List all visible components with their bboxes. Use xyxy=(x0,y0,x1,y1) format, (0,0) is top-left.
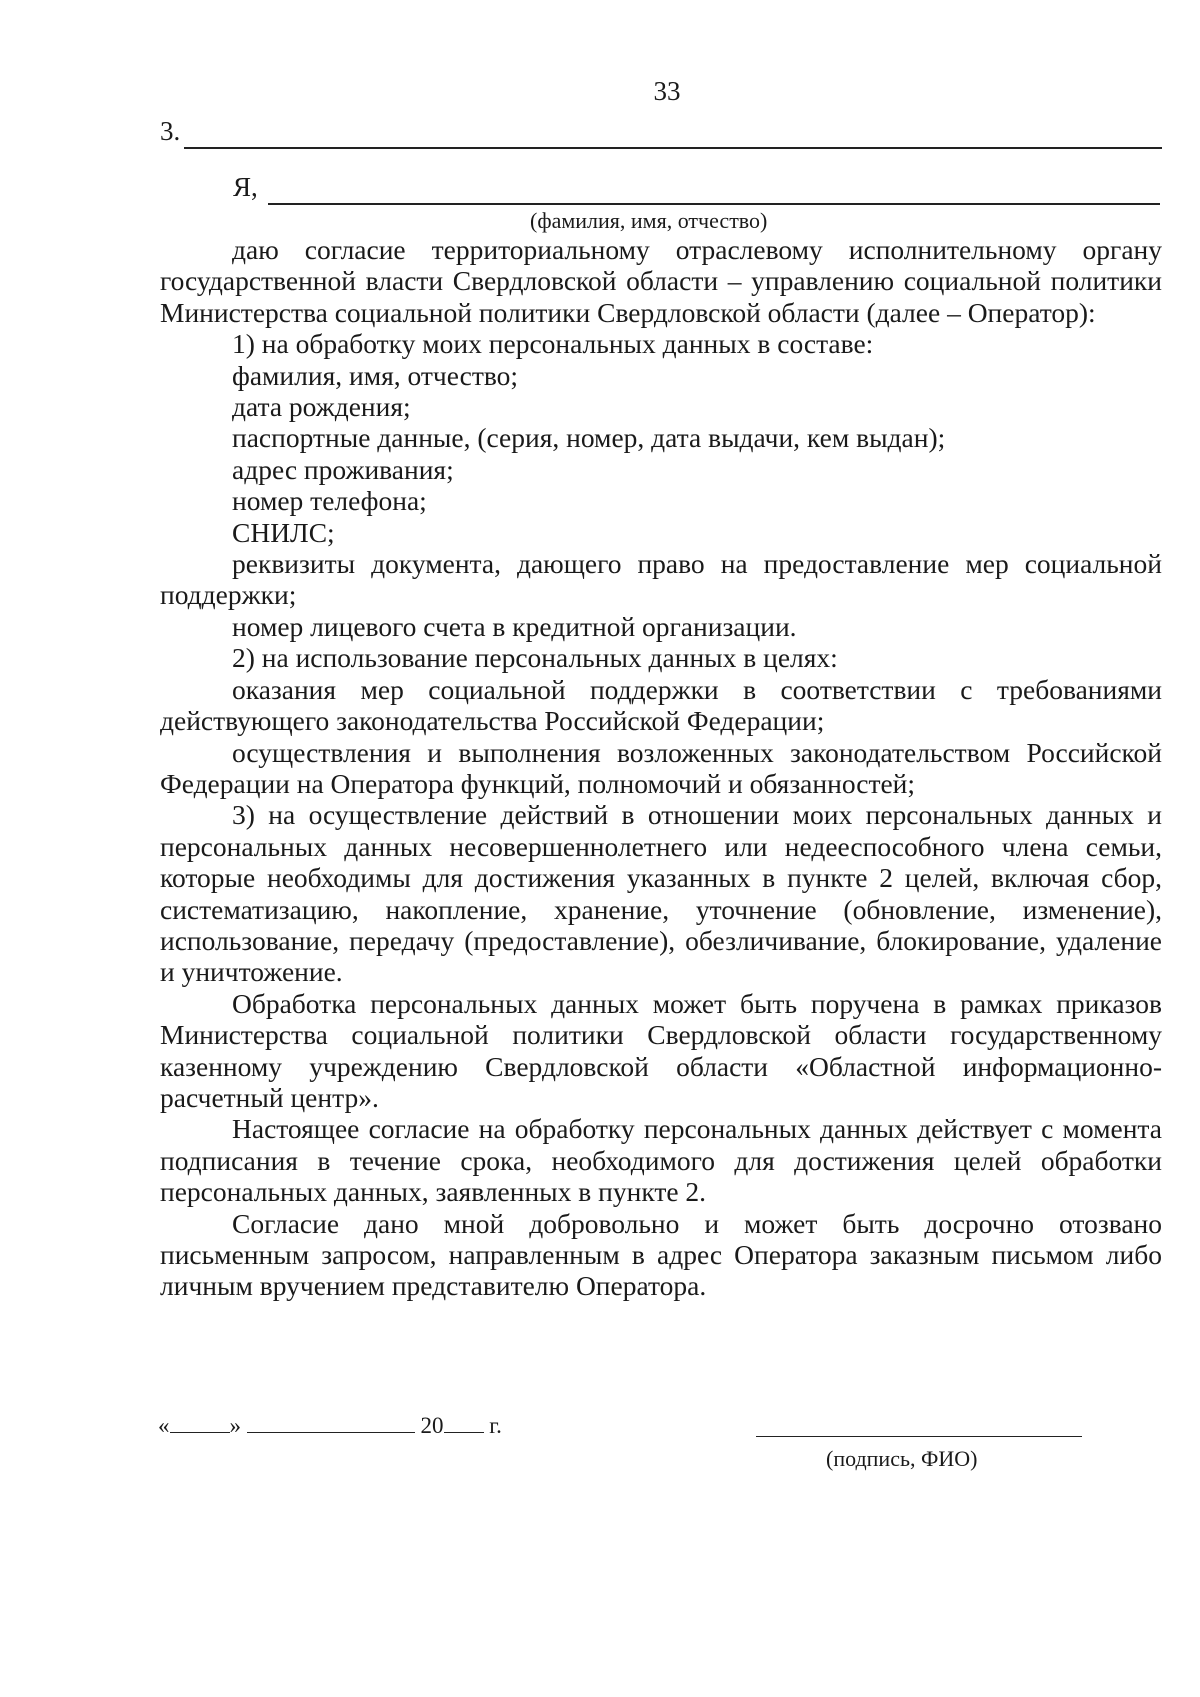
date-close-quote: » xyxy=(229,1413,241,1438)
applicant-prefix: Я, xyxy=(233,172,258,202)
applicant-name-blank[interactable] xyxy=(268,203,1160,205)
item-number-label: 3. xyxy=(160,116,181,146)
consent-intro: даю согласие территориальному отраслевому исполнительному органу государственной власти Свердловской области – управлению социальной политики Министерства социальной политики Свердловской области (далее – Оператор): xyxy=(160,234,1162,328)
processing-note: Обработка персональных данных может быть поручена в рамках приказов Министерства социальной политики Свердловской области государственному казенному учреждению Свердловской области «Областной информационно-расчетный центр». xyxy=(160,987,1162,1113)
consent-body xyxy=(160,234,1162,1302)
year-prefix: 20 xyxy=(420,1413,444,1438)
date-line xyxy=(158,1412,502,1439)
revocation-note: Согласие дано мной добровольно и может быть досрочно отозвано письменным запросом, направленным в адрес Оператора заказным письмом либо личным вручением представителю Оператора. xyxy=(160,1207,1162,1302)
data-item: номер телефона; xyxy=(232,485,427,517)
purpose-item: осуществления и выполнения возложенных законодательством Российской Федерации на Оператора функций, полномочий и обязанностей; xyxy=(160,736,1162,799)
data-item-account: номер лицевого счета в кредитной организации. xyxy=(232,610,797,642)
point-1-title: 1) на обработку моих персональных данных в составе: xyxy=(232,328,874,360)
month-blank[interactable] xyxy=(247,1412,415,1433)
point-3: 3) на осуществление действий в отношении моих персональных данных и персональных данных несовершеннолетнего или недееспособного члена семьи, которые необходимы для достижения указанных в пункте 2 целей, включая сбор, систематизацию, накопление, хранение, уточнение (обновление, изменение), использование, передачу (предоставление), обезличивание, блокирование, удаление и уничтожение. xyxy=(160,799,1162,988)
point-2-title: 2) на использование персональных данных в целях: xyxy=(232,642,838,674)
year-suffix: г. xyxy=(489,1413,502,1438)
signature-blank[interactable] xyxy=(756,1436,1082,1437)
day-blank[interactable] xyxy=(170,1412,230,1433)
data-item: адрес проживания; xyxy=(232,453,454,485)
fio-hint: (фамилия, имя, отчество) xyxy=(530,208,768,233)
signature-hint: (подпись, ФИО) xyxy=(826,1446,978,1471)
data-item: дата рождения; xyxy=(232,391,411,423)
year-blank[interactable] xyxy=(444,1412,484,1433)
item-blank-line[interactable] xyxy=(184,147,1162,149)
data-item-requisites: реквизиты документа, дающего право на предоставление мер социальной поддержки; xyxy=(160,548,1162,611)
date-open-quote: « xyxy=(158,1413,170,1438)
page-number: 33 xyxy=(653,76,681,106)
data-item: паспортные данные, (серия, номер, дата выдачи, кем выдан); xyxy=(232,422,946,454)
data-item: фамилия, имя, отчество; xyxy=(232,359,519,391)
data-item: СНИЛС; xyxy=(232,516,335,548)
validity-note: Настоящее согласие на обработку персональных данных действует с момента подписания в течение срока, необходимого для достижения целей обработки персональных данных, заявленных в пункте 2. xyxy=(160,1113,1162,1208)
purpose-item: оказания мер социальной поддержки в соответствии с требованиями действующего законодательства Российской Федерации; xyxy=(160,673,1162,737)
